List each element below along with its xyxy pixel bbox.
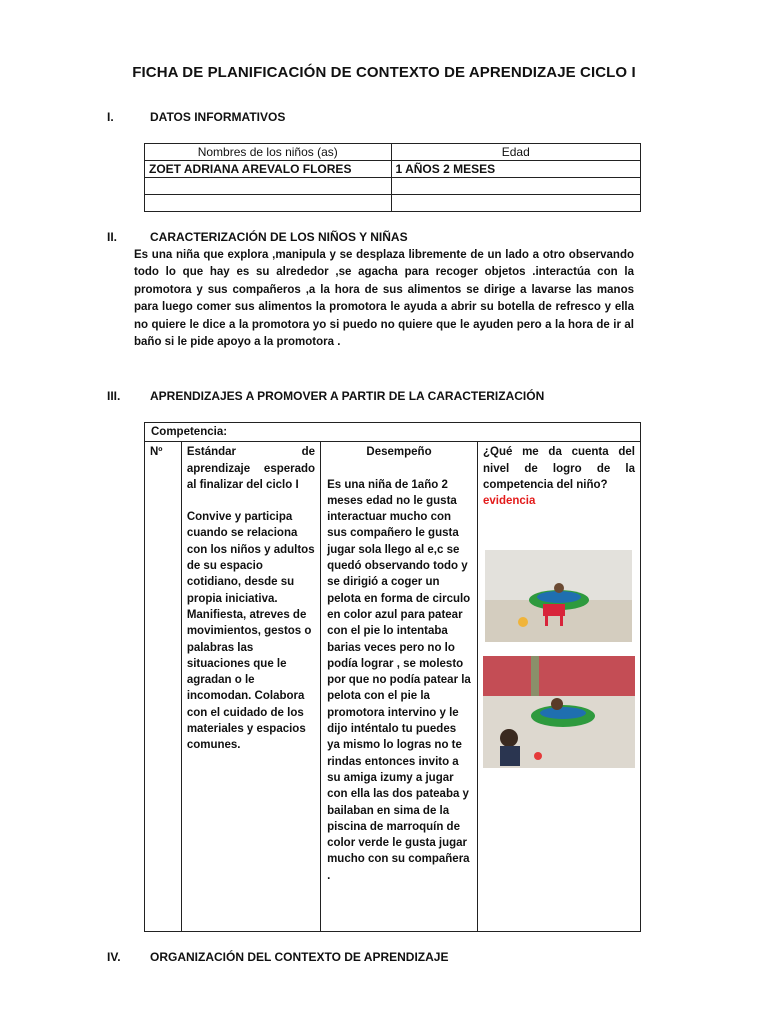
empty-cell <box>145 195 392 212</box>
evidence-photo-1 <box>485 550 632 642</box>
competencia-row <box>145 423 641 442</box>
section-number: I. <box>107 110 114 124</box>
red-chair <box>543 604 565 616</box>
section-2-heading <box>107 230 667 246</box>
table-row <box>145 442 641 932</box>
section-number: IV. <box>107 950 121 964</box>
evidence-photo-2 <box>483 656 635 768</box>
child-head <box>500 729 518 747</box>
section-title: APRENDIZAJES A PROMOVER A PARTIR DE LA CARACTERIZACIÓN <box>150 389 545 403</box>
empty-cell <box>391 195 640 212</box>
section-4-heading <box>107 950 667 966</box>
learning-table <box>144 422 641 932</box>
document-title: FICHA DE PLANIFICACIÓN DE CONTEXTO DE APRENDIZAJE CICLO I <box>132 64 636 81</box>
child-head <box>551 698 563 710</box>
child-name: ZOET ADRIANA AREVALO FLORES <box>145 161 392 178</box>
logro-header: ¿Qué me da cuenta del nivel de logro de la competencia del niño? <box>482 446 635 491</box>
table-row <box>145 161 641 178</box>
table-row <box>145 195 641 212</box>
info-table <box>144 143 641 212</box>
section-number: III. <box>107 389 121 403</box>
section-title: DATOS INFORMATIVOS <box>150 110 286 124</box>
logro-cell <box>477 442 640 932</box>
pool-inner <box>540 707 586 719</box>
header-names: Nombres de los niños (as) <box>145 144 392 161</box>
chair-leg <box>560 616 563 626</box>
section-1-heading <box>107 110 667 126</box>
section-number: II. <box>107 230 118 244</box>
header-age: Edad <box>391 144 640 161</box>
competencia-label: Competencia: <box>145 423 641 442</box>
child-age: 1 AÑOS 2 MESES <box>391 161 640 178</box>
empty-cell <box>145 178 392 195</box>
section-title: ORGANIZACIÓN DEL CONTEXTO DE APRENDIZAJE <box>150 950 449 964</box>
section-3-heading <box>107 389 667 405</box>
evidencia-label: evidencia <box>482 495 536 508</box>
col-number: Nº <box>145 442 182 932</box>
desempeno-header: Desempeño <box>366 446 432 459</box>
child-body <box>500 746 520 766</box>
desempeno-cell <box>321 442 478 932</box>
wall <box>483 656 635 696</box>
ball-icon <box>534 752 542 760</box>
chair-leg <box>545 616 548 626</box>
desempeno-text: Es una niña de 1año 2 meses edad no le gusta interactuar mucho con sus compañero le gusta jugar sola llego al e,c se quedó observando todo y se dirigió a coger un pelota en forma de circulo en color azul para patear con el pie lo intentaba barias veces pero no lo podía lograr , se molesto por que no podía patear la pelota con el pie la promotora intervino y le dijo inténtalo tu puedes ya mismo lo logras no te rindas entonces invito a su amiga izumy a jugar con ella las dos pateaba y bailaban en sima de la piscina de marroquín de color verde le gusta jugar mucho con su compañera . <box>327 478 471 882</box>
child-head <box>554 583 564 593</box>
table-header-row <box>145 144 641 161</box>
estandar-header: Estándar de aprendizaje esperado al finalizar del ciclo I <box>186 446 316 491</box>
characterization-paragraph: Es una niña que explora ,manipula y se desplaza libremente de un lado a otro observando todo lo que hay es su alrededor ,se agacha para recoger objetos .interactúa con la promotora y sus compañeros ,a la hora de sus alimentos se dirige a lavarse las manos para luego comer sus alimentos la promotora le ayuda a abrir su botella de refresco y ella no quiere le dice a la promotora yo si puedo no quiere que le ayuden pero a la hora de ir al baño si le pide apoyo a la promotora . <box>134 249 634 349</box>
empty-cell <box>391 178 640 195</box>
ball-icon <box>518 617 528 627</box>
estandar-text: Convive y participa cuando se relaciona con los niños y adultos de su espacio cotidiano, desde su propia iniciativa. Manifiesta, atreves de movimientos, gestos o palabras las situaciones que le agradan o le incomodan. Colabora con el cuidado de los materiales y espacios comunes. <box>186 511 315 752</box>
estandar-cell <box>181 442 320 932</box>
table-row <box>145 178 641 195</box>
section-title: CARACTERIZACIÓN DE LOS NIÑOS Y NIÑAS <box>150 230 408 244</box>
